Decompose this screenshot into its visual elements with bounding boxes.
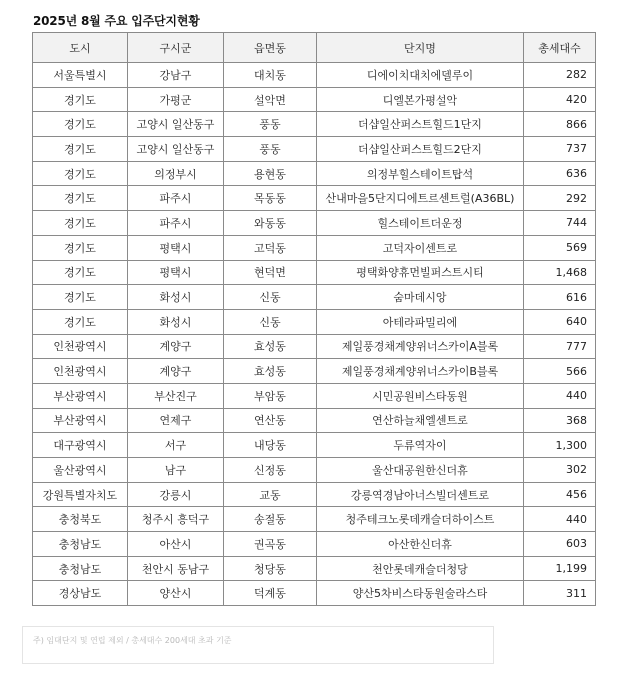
cell-city: 충청북도 (33, 507, 128, 532)
cell-total-units: 737 (524, 137, 596, 162)
cell-complex-name: 더샵일산퍼스트힐드2단지 (317, 137, 524, 162)
cell-total-units: 603 (524, 532, 596, 557)
cell-total-units: 420 (524, 87, 596, 112)
cell-town: 내당동 (224, 433, 317, 458)
cell-complex-name: 힐스테이트더운정 (317, 211, 524, 236)
cell-district: 파주시 (128, 211, 224, 236)
table-row (33, 63, 596, 88)
table-row (33, 334, 596, 359)
cell-city: 충청남도 (33, 556, 128, 581)
table-row (33, 383, 596, 408)
cell-city: 경기도 (33, 235, 128, 260)
cell-complex-name: 강릉역경남아너스빌더센트로 (317, 482, 524, 507)
cell-total-units: 616 (524, 285, 596, 310)
cell-total-units: 456 (524, 482, 596, 507)
cell-total-units: 569 (524, 235, 596, 260)
cell-complex-name: 양산5차비스타동원술라스타 (317, 581, 524, 606)
cell-total-units: 302 (524, 458, 596, 483)
cell-complex-name: 제일풍경채계양위너스카이B블록 (317, 359, 524, 384)
cell-complex-name: 아테라파밀리에 (317, 309, 524, 334)
cell-district: 부산진구 (128, 383, 224, 408)
table-row (33, 260, 596, 285)
table-row (33, 137, 596, 162)
cell-city: 대구광역시 (33, 433, 128, 458)
cell-total-units: 1,468 (524, 260, 596, 285)
cell-district: 계양구 (128, 334, 224, 359)
cell-town: 효성동 (224, 334, 317, 359)
table-row (33, 532, 596, 557)
cell-city: 인천광역시 (33, 359, 128, 384)
cell-district: 고양시 일산동구 (128, 112, 224, 137)
column-header-units: 총세대수 (524, 33, 596, 63)
cell-city: 강원특별자치도 (33, 482, 128, 507)
cell-complex-name: 의정부힐스테이트탑석 (317, 161, 524, 186)
column-header-town: 읍면동 (224, 33, 317, 63)
cell-town: 풍동 (224, 137, 317, 162)
cell-total-units: 368 (524, 408, 596, 433)
column-header-district: 구시군 (128, 33, 224, 63)
cell-town: 와동동 (224, 211, 317, 236)
table-row (33, 235, 596, 260)
cell-town: 대치동 (224, 63, 317, 88)
cell-city: 부산광역시 (33, 383, 128, 408)
cell-city: 경기도 (33, 211, 128, 236)
cell-city: 서울특별시 (33, 63, 128, 88)
cell-town: 효성동 (224, 359, 317, 384)
cell-city: 울산광역시 (33, 458, 128, 483)
cell-district: 화성시 (128, 285, 224, 310)
cell-district: 아산시 (128, 532, 224, 557)
table-row (33, 507, 596, 532)
cell-town: 신정동 (224, 458, 317, 483)
cell-complex-name: 고덕자이센트로 (317, 235, 524, 260)
cell-city: 경상남도 (33, 581, 128, 606)
cell-district: 연제구 (128, 408, 224, 433)
cell-complex-name: 천안롯데캐슬더청당 (317, 556, 524, 581)
cell-total-units: 566 (524, 359, 596, 384)
cell-total-units: 440 (524, 507, 596, 532)
cell-district: 고양시 일산동구 (128, 137, 224, 162)
table-row (33, 112, 596, 137)
cell-town: 권곡동 (224, 532, 317, 557)
cell-district: 강남구 (128, 63, 224, 88)
cell-complex-name: 디에이치대치에델루이 (317, 63, 524, 88)
table-row (33, 309, 596, 334)
cell-district: 파주시 (128, 186, 224, 211)
cell-complex-name: 연산하늘채엘센트로 (317, 408, 524, 433)
cell-town: 풍동 (224, 112, 317, 137)
cell-town: 설악면 (224, 87, 317, 112)
cell-town: 신동 (224, 309, 317, 334)
cell-town: 용현동 (224, 161, 317, 186)
cell-town: 고덕동 (224, 235, 317, 260)
table-row (33, 433, 596, 458)
cell-city: 경기도 (33, 87, 128, 112)
cell-complex-name: 산내마을5단지디에트르센트럴(A36BL) (317, 186, 524, 211)
cell-district: 양산시 (128, 581, 224, 606)
cell-town: 현덕면 (224, 260, 317, 285)
cell-city: 경기도 (33, 309, 128, 334)
cell-complex-name: 울산대공원한신더휴 (317, 458, 524, 483)
cell-complex-name: 더샵일산퍼스트힐드1단지 (317, 112, 524, 137)
cell-total-units: 777 (524, 334, 596, 359)
cell-town: 덕계동 (224, 581, 317, 606)
table-row (33, 285, 596, 310)
header-row (33, 33, 596, 63)
cell-district: 서구 (128, 433, 224, 458)
footnote: 주) 임대단지 및 연립 제외 / 총세대수 200세대 초과 기준 (33, 636, 232, 645)
cell-district: 천안시 동남구 (128, 556, 224, 581)
table-row (33, 458, 596, 483)
cell-city: 부산광역시 (33, 408, 128, 433)
cell-total-units: 1,300 (524, 433, 596, 458)
table-row (33, 186, 596, 211)
cell-city: 경기도 (33, 260, 128, 285)
complex-table (32, 32, 596, 606)
cell-city: 충청남도 (33, 532, 128, 557)
cell-town: 송절동 (224, 507, 317, 532)
footnote-box (22, 626, 494, 664)
cell-district: 계양구 (128, 359, 224, 384)
cell-district: 강릉시 (128, 482, 224, 507)
column-header-city: 도시 (33, 33, 128, 63)
cell-total-units: 440 (524, 383, 596, 408)
table-row (33, 581, 596, 606)
cell-complex-name: 평택화양휴먼빌퍼스트시티 (317, 260, 524, 285)
cell-district: 가평군 (128, 87, 224, 112)
cell-total-units: 1,199 (524, 556, 596, 581)
column-header-complex: 단지명 (317, 33, 524, 63)
table-title: 2025년 8월 주요 입주단지현황 (33, 14, 200, 28)
table-row (33, 556, 596, 581)
cell-total-units: 282 (524, 63, 596, 88)
cell-total-units: 744 (524, 211, 596, 236)
cell-complex-name: 제일풍경채계양위너스카이A블록 (317, 334, 524, 359)
cell-town: 연산동 (224, 408, 317, 433)
table-body (33, 63, 596, 606)
cell-total-units: 636 (524, 161, 596, 186)
cell-town: 신동 (224, 285, 317, 310)
cell-town: 목동동 (224, 186, 317, 211)
table-header (33, 33, 596, 63)
cell-total-units: 311 (524, 581, 596, 606)
cell-city: 인천광역시 (33, 334, 128, 359)
cell-complex-name: 디엘본가평설악 (317, 87, 524, 112)
table-row (33, 359, 596, 384)
cell-district: 의정부시 (128, 161, 224, 186)
cell-total-units: 866 (524, 112, 596, 137)
cell-total-units: 640 (524, 309, 596, 334)
cell-complex-name: 두류역자이 (317, 433, 524, 458)
cell-total-units: 292 (524, 186, 596, 211)
cell-district: 평택시 (128, 260, 224, 285)
cell-town: 청당동 (224, 556, 317, 581)
cell-city: 경기도 (33, 137, 128, 162)
cell-district: 평택시 (128, 235, 224, 260)
cell-complex-name: 시민공원비스타동원 (317, 383, 524, 408)
cell-district: 화성시 (128, 309, 224, 334)
table-row (33, 87, 596, 112)
cell-complex-name: 아산한신더휴 (317, 532, 524, 557)
cell-city: 경기도 (33, 186, 128, 211)
cell-complex-name: 청주테크노롯데캐슬더하이스트 (317, 507, 524, 532)
cell-city: 경기도 (33, 285, 128, 310)
cell-city: 경기도 (33, 161, 128, 186)
cell-complex-name: 숨마데시앙 (317, 285, 524, 310)
cell-district: 남구 (128, 458, 224, 483)
table-row (33, 161, 596, 186)
cell-town: 부암동 (224, 383, 317, 408)
cell-town: 교동 (224, 482, 317, 507)
cell-district: 청주시 흥덕구 (128, 507, 224, 532)
table-row (33, 211, 596, 236)
table-row (33, 408, 596, 433)
cell-city: 경기도 (33, 112, 128, 137)
table-row (33, 482, 596, 507)
